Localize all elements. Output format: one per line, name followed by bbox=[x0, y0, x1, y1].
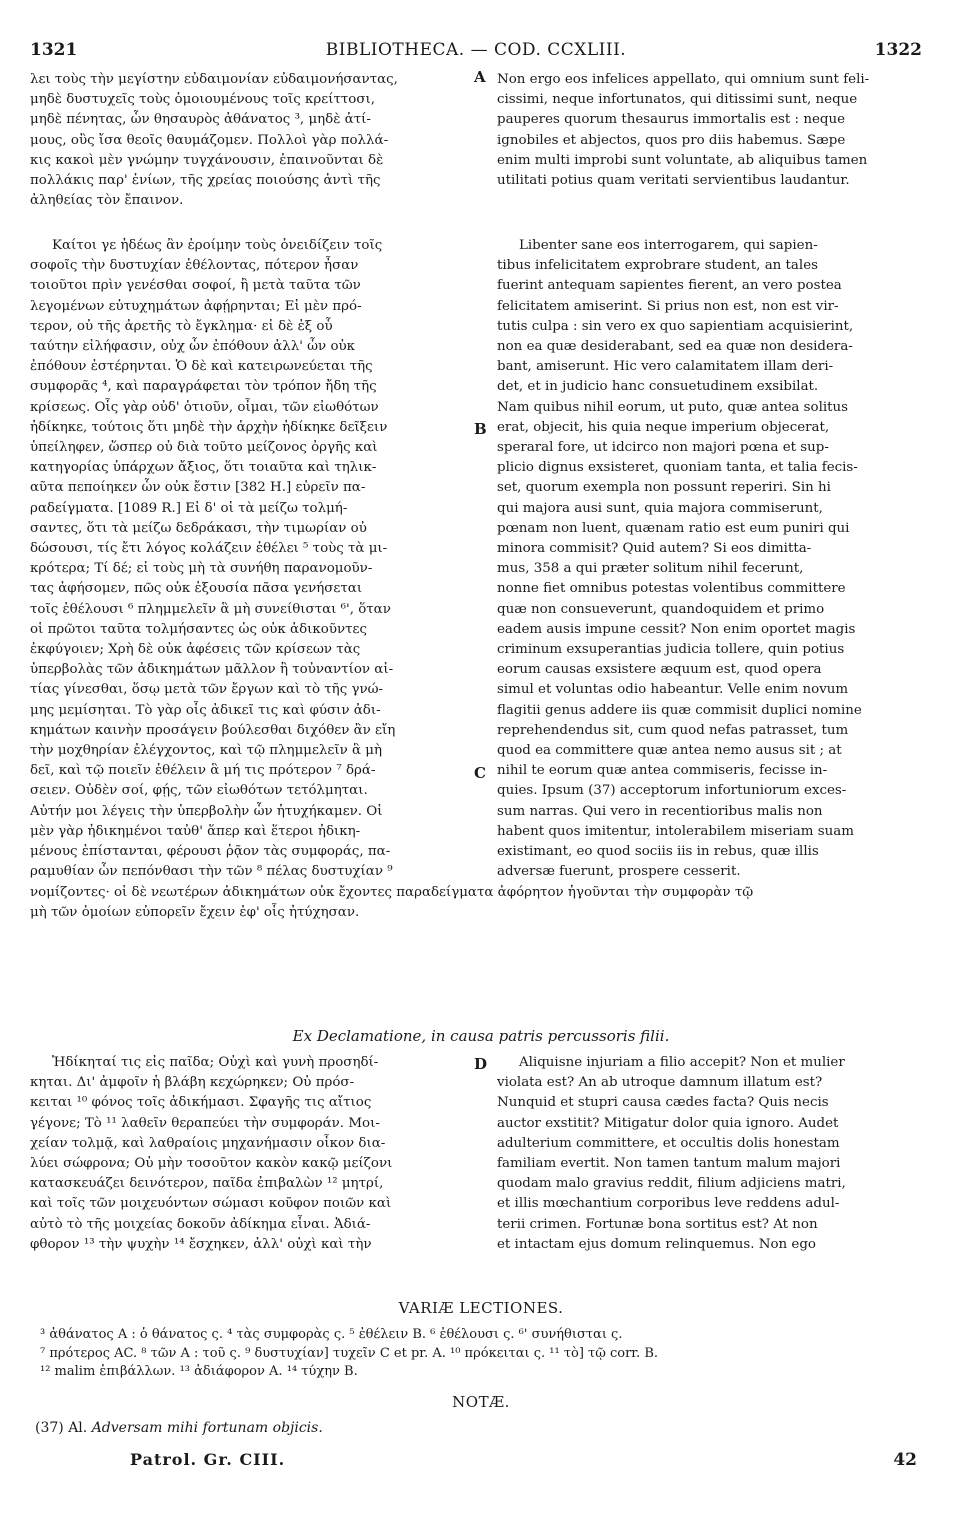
greek-line: σειεν. Οὐδὲν σοί, φῄς, τῶν εἰωθότων τετόλμηται. bbox=[30, 783, 368, 799]
latin-line: utilitati potius quam veritati servientibus laudantur. bbox=[497, 173, 850, 189]
latin-line: set, quorum exempla non possunt reperiri. Sin hi bbox=[497, 480, 831, 496]
latin-line: felicitatem amiserint. Si prius non est, non est vir- bbox=[497, 298, 839, 314]
latin-line: eadem ausis impune cessit? Non enim oportet magis bbox=[497, 621, 856, 637]
greek-line: δεῖ, καὶ τῷ ποιεῖν ἐθέλειν ἃ μή τις πρότερον ⁷ δρά- bbox=[30, 763, 376, 779]
latin-line: det, et in judicio hanc consuetudinem exsibilat. bbox=[497, 379, 819, 395]
latin-line: cissimi, neque infortunatos, qui ditissimi sunt, neque bbox=[497, 92, 858, 108]
note bbox=[35, 1420, 323, 1436]
greek-column-declamation bbox=[30, 1053, 476, 1255]
latin-line: non ea quæ desiderabant, sed ea quæ non desidera- bbox=[497, 339, 853, 355]
latin-line: quodam malo gravius reddit, filium adjiciens matri, bbox=[497, 1176, 846, 1192]
note-label: (37) Al. bbox=[35, 1420, 88, 1436]
greek-line: λει τοὺς τὴν μεγίστην εὐδαιμονίαν εὐδαιμονήσαντας, bbox=[30, 72, 398, 87]
greek-line: ἐπόθουν ἐστέρηνται. Ὁ δὲ καὶ κατειρωνεύεται τῆς bbox=[30, 359, 373, 375]
greek-line: τοῖς ἐθέλουσι ⁶ πλημμελεῖν ἃ μὴ συνείθισται ⁶', ὅταν bbox=[30, 601, 391, 617]
latin-line: Nam quibus nihil eorum, ut puto, quæ antea solitus bbox=[497, 399, 849, 415]
greek-line: ἠδίκηκε, τούτοις ὅτι μηδὲ τὴν ἀρχὴν ἠδίκηκε δεῖξειν bbox=[30, 419, 388, 435]
greek-line: κρότερα; Τί δέ; εἰ τοὺς μὴ τὰ συνήθη παρανομοῦν- bbox=[30, 561, 373, 577]
latin-line: familiam evertit. Non tamen tantum malum majori bbox=[497, 1156, 841, 1172]
latin-line: reprehendendus sit, cum quod nefas patrasset, tum bbox=[497, 722, 849, 738]
greek-line: χείαν τολμᾷ, καὶ λαθραίοις μηχανήμασιν οἶκον δια- bbox=[30, 1135, 386, 1151]
greek-line: συμφορᾶς ⁴, καὶ παραγράφεται τὸν τρόπον ἤδη τῆς bbox=[30, 379, 377, 395]
latin-line: et intactam ejus domum relinquemus. Non ego bbox=[497, 1236, 816, 1252]
greek-line: καὶ τοῖς τῶν μοιχευόντων σώμασι κοῦφον ποιῶν καὶ bbox=[30, 1196, 392, 1212]
margin-marker-d: D bbox=[474, 1055, 488, 1073]
latin-line: qui majora ausi sunt, quia majora commiserunt, bbox=[497, 500, 823, 516]
greek-line: μους, οὓς ἴσα θεοῖς θαυμάζομεν. Πολλοὶ γὰρ πολλά- bbox=[30, 132, 389, 148]
latin-line: quies. Ipsum (37) acceptorum infortuniorum exces- bbox=[497, 783, 847, 799]
greek-line: λύει σώφρονα; Οὐ μὴν τοσοῦτον κακὸν κακῷ μείζονι bbox=[30, 1156, 393, 1172]
latin-line: habent quos imitentur, intolerabilem miseriam suam bbox=[497, 823, 854, 839]
greek-line: μης μεμίσηται. Τὸ γὰρ οἷς ἀδικεῖ τις καὶ φύσιν ἀδι- bbox=[30, 702, 381, 718]
latin-line: speraral fore, ut idcirco non majori pœna et sup- bbox=[497, 440, 829, 456]
variant-line: ¹² malim ἐπιβάλλων. ¹³ ἀδιάφορον A. ¹⁴ τύχην B. bbox=[40, 1364, 358, 1379]
footer-signature: Patrol. Gr. CIII. bbox=[130, 1450, 286, 1469]
variae-lectiones bbox=[40, 1326, 940, 1382]
greek-line: Ἠδίκηταί τις εἰς παῖδα; Οὐχὶ καὶ γυνὴ προσηδί- bbox=[52, 1055, 379, 1070]
latin-line: pœnam non luent, quænam ratio est eum puniri qui bbox=[497, 520, 850, 536]
latin-line: flagitii genus addere iis quæ commisit duplici nomine bbox=[497, 702, 862, 718]
variant-line: ³ ἀθάνατος A : ὁ θάνατος ς. ⁴ τὰς συμφορὰς ς. ⁵ ἐθέλειν B. ⁶ ἐθέλουσι ς. ⁶' συνήθισται ς. bbox=[40, 1327, 623, 1342]
greek-line: κρίσεως. Οἷς γὰρ οὐδ' ὁτιοῦν, οἶμαι, τῶν εἰωθότων bbox=[30, 399, 379, 415]
latin-line: tutis culpa : sin vero ex quo sapientiam acquisierint, bbox=[497, 318, 854, 334]
greek-line: μηδὲ δυστυχεῖς τοὺς ὁμοιουμένους τοῖς κρείττοσι, bbox=[30, 92, 375, 108]
greek-line: γέγονε; Τὸ ¹¹ λαθεῖν θεραπεύει τὴν συμφοράν. Μοι- bbox=[30, 1115, 380, 1131]
latin-line: nonne fiet omnibus potestas volentibus committere bbox=[497, 581, 846, 597]
greek-line: σοφοῖς τὴν δυστυχίαν ἐθέλοντας, πότερον ἦσαν bbox=[30, 258, 359, 274]
greek-line: αὐτὸ τὸ τῆς μοιχείας δοκοῦν ἀδίκημα εἶναι. Ἀδιά- bbox=[30, 1216, 371, 1232]
greek-line: σαντες, ὅτι τὰ μείζω δεδράκασι, τὴν τιμωρίαν οὐ bbox=[30, 520, 367, 536]
greek-line: πολλάκις παρ' ἐνίων, τῆς χρείας ποιούσης ἀντὶ τῆς bbox=[30, 173, 381, 189]
latin-line: fuerint antequam sapientes fierent, an vero postea bbox=[497, 278, 842, 294]
greek-line: ὑπείληφεν, ὥσπερ οὐ διὰ τοῦτο μείζονος ὀργῆς καὶ bbox=[30, 440, 378, 456]
latin-line: simul et voluntas odio habeantur. Velle enim novum bbox=[497, 682, 849, 698]
latin-line: quod ea committere quæ antea nemo ausus sit ; at bbox=[497, 743, 842, 759]
greek-line: κειται ¹⁰ φόνος τοῖς ἀδικήμασι. Σφαγῆς τις αἴτιος bbox=[30, 1095, 372, 1111]
greek-line: κηται. Δι' ἀμφοῖν ἡ βλάβη κεχώρηκεν; Οὐ πρόσ- bbox=[30, 1075, 355, 1091]
greek-line: δώσουσι, τίς ἔτι λόγος κολάζειν ἐθέλει ⁵ τοὺς τὰ μι- bbox=[30, 541, 388, 557]
latin-line: Non ergo eos infelices appellato, qui omnium sunt feli- bbox=[497, 72, 870, 87]
greek-line: ὑπερβολὰς τῶν ἀδικημάτων μᾶλλον ἢ τοὐναντίον αἰ- bbox=[30, 662, 394, 678]
latin-line: tibus infelicitatem exprobrare student, an tales bbox=[497, 258, 818, 274]
page-header bbox=[30, 40, 922, 66]
note-text: Adversam mihi fortunam objicis. bbox=[91, 1420, 323, 1436]
margin-marker-a: A bbox=[474, 68, 486, 86]
greek-line: κατηγορίας ὑπάρχων ἄξιος, ὅτι τοιαῦτα καὶ τηλικ- bbox=[30, 460, 377, 476]
page-number-left: 1321 bbox=[30, 40, 78, 60]
notae-heading: NOTÆ. bbox=[452, 1393, 510, 1411]
latin-line: enim multi improbi sunt voluntate, ab aliquibus tamen bbox=[497, 152, 868, 168]
greek-line: οἱ πρῶτοι ταῦτα τολμήσαντες ὡς οὐκ ἀδικοῦντες bbox=[30, 621, 367, 637]
greek-line: ἀληθείας τὸν ἔπαινον. bbox=[30, 193, 184, 209]
latin-line: violata est? An ab utroque damnum illatum est? bbox=[497, 1075, 823, 1091]
greek-line: ραμυθίαν ὧν πεπόνθασι τὴν τῶν ⁸ πέλας δυστυχίαν ⁹ bbox=[30, 864, 393, 880]
variae-lectiones-heading: VARIÆ LECTIONES. bbox=[398, 1299, 564, 1317]
greek-line: τὴν μοχθηρίαν ἐλέγχοντος, καὶ τῷ πλημμελεῖν ἃ μὴ bbox=[30, 743, 383, 759]
latin-line: criminum exsuperantias judicia tollere, quin potius bbox=[497, 642, 845, 658]
latin-line: ignobiles et abjectos, quos pro diis habemus. Sæpe bbox=[497, 132, 846, 148]
latin-line: pauperes quorum thesaurus immortalis est : neque bbox=[497, 112, 845, 128]
latin-line: existimant, eo quod sociis iis in rebus, quæ illis bbox=[497, 844, 819, 860]
margin-marker-c: C bbox=[474, 764, 486, 782]
latin-line: erat, objecit, his quia neque imperium objecerat, bbox=[497, 419, 830, 435]
greek-line: τας ἀφήσομεν, πῶς οὐκ ἐξουσία πᾶσα γενήσεται bbox=[30, 581, 363, 597]
greek-line: κατασκευάζει δεινότερον, παῖδα ἐπιβαλὼν ¹² μητρί, bbox=[30, 1176, 384, 1192]
page-number-right: 1322 bbox=[874, 40, 922, 60]
greek-line: ραδείγματα. [1089 R.] Εἰ δ' οἱ τὰ μείζω τολμή- bbox=[30, 500, 348, 516]
greek-line: ἐκφύγοιεν; Χρὴ δὲ οὐκ ἀφέσεις τῶν κρίσεων τὰς bbox=[30, 642, 361, 658]
variant-line: ⁷ πρότερος AC. ⁸ τῶν A : τοῦ ς. ⁹ δυστυχίαν] τυχεῖν C et pr. A. ¹⁰ πρόκειται ς. ¹¹ τὸ] τῷ corr. B. bbox=[40, 1345, 659, 1361]
latin-line: Aliquisne injuriam a filio accepit? Non et mulier bbox=[519, 1055, 845, 1070]
greek-line: νομίζοντες· οἱ δὲ νεωτέρων ἀδικημάτων οὐκ ἔχοντες παραδείγματα ἀφόρητον ἡγοῦνται τὴν συμφορὰν τῷ bbox=[30, 885, 754, 900]
latin-line: Libenter sane eos interrogarem, qui sapien- bbox=[519, 238, 818, 253]
latin-column-declamation bbox=[497, 1053, 927, 1255]
greek-line: Αὐτήν μοι λέγεις τὴν ὑπερβολὴν ὧν ἠτυχήκαμεν. Οἱ bbox=[30, 803, 383, 819]
greek-line: μηδὲ πένητας, ὧν θησαυρὸς ἀθάνατος ³, μηδὲ ἀτί- bbox=[30, 112, 371, 128]
latin-line: terii crimen. Fortunæ bona sortitus est? At non bbox=[497, 1216, 818, 1232]
greek-line: Καίτοι γε ἡδέως ἂν ἐροίμην τοὺς ὀνειδίζειν τοῖς bbox=[52, 238, 383, 253]
greek-column-top bbox=[30, 70, 476, 211]
latin-line: quæ non consueverunt, quandoquidem et primo bbox=[497, 601, 825, 617]
latin-line: mus, 358 a qui præter solitum nihil fecerunt, bbox=[497, 561, 804, 577]
latin-column-top bbox=[497, 70, 927, 191]
greek-line: μένους ἐπίστανται, φέρουσι ῥᾷον τὰς συμφοράς, πα- bbox=[30, 844, 391, 860]
greek-line: λεγομένων εὐτυχημάτων ἀφῄρηνται; Εἰ μὲν πρό- bbox=[30, 298, 362, 314]
greek-line: τοιοῦτοι πρὶν γενέσθαι σοφοί, ἢ μετὰ ταῦτα τῶν bbox=[30, 278, 361, 294]
greek-column-main bbox=[30, 236, 476, 883]
latin-line: Nunquid et stupri causa cædes facta? Quis necis bbox=[497, 1095, 829, 1111]
greek-line: αῦτα πεποίηκεν ὧν οὐκ ἔστιν [382 H.] εὑρεῖν πα- bbox=[30, 480, 366, 496]
latin-line: nihil te eorum quæ antea commiseris, fecisse in- bbox=[497, 763, 828, 779]
latin-line: bant, amiserunt. Hic vero calamitatem illam deri- bbox=[497, 359, 834, 375]
latin-line: eorum causas exsistere æquum est, quod opera bbox=[497, 662, 822, 678]
latin-line: adversæ fuerunt, prospere cesserit. bbox=[497, 864, 741, 880]
margin-marker-b: B bbox=[474, 420, 487, 438]
greek-line: ταύτην εἰλήφασιν, οὐχ ὧν ἐπόθουν ἀλλ' ὧν οὐκ bbox=[30, 339, 356, 355]
greek-line: μὲν γὰρ ἠδικημένοι ταὐθ' ἅπερ καὶ ἕτεροι ἠδικη- bbox=[30, 823, 361, 839]
latin-column-main bbox=[497, 236, 927, 883]
greek-line: κημάτων καινὴν προσάγειν βούλεσθαι διχόθεν ἂν εἴη bbox=[30, 722, 396, 738]
running-title: BIBLIOTHECA. — COD. CCXLIII. bbox=[325, 40, 627, 60]
greek-line: τερον, οὐ τῆς ἀρετῆς τὸ ἔγκλημα· εἰ δὲ ἐξ οὗ bbox=[30, 318, 333, 334]
latin-line: auctor exstitit? Mitigatur dolor quia ignoro. Audet bbox=[497, 1115, 839, 1131]
section-title: Ex Declamatione, in causa patris percussoris filii. bbox=[292, 1027, 670, 1045]
latin-line: adulterium committere, et occultis dolis honestam bbox=[497, 1135, 840, 1151]
greek-line: φθορον ¹³ τὴν ψυχὴν ¹⁴ ἔσχηκεν, ἀλλ' οὐχὶ καὶ τὴν bbox=[30, 1236, 372, 1252]
greek-fullwidth bbox=[30, 883, 930, 923]
latin-line: sum narras. Qui vero in recentioribus malis non bbox=[497, 803, 823, 819]
greek-line: κις κακοὶ μὲν γνώμην τυγχάνουσιν, ἐπαινοῦνται δὲ bbox=[30, 152, 384, 168]
greek-line: τίας γίνεσθαι, ὅσῳ μετὰ τῶν ἔργων καὶ τὸ τῆς γνώ- bbox=[30, 682, 384, 698]
greek-line: μὴ τῶν ὁμοίων εὐπορεῖν ἔχειν ἐφ' οἷς ἠτύχησαν. bbox=[30, 905, 360, 921]
latin-line: plicio dignus exsisteret, quoniam tanta, et talia fecis- bbox=[497, 460, 858, 476]
latin-line: minora commisit? Quid autem? Si eos dimitta- bbox=[497, 541, 812, 557]
latin-line: et illis mœchantium corporibus leve reddens adul- bbox=[497, 1196, 840, 1212]
footer-sheet-number: 42 bbox=[893, 1450, 917, 1470]
